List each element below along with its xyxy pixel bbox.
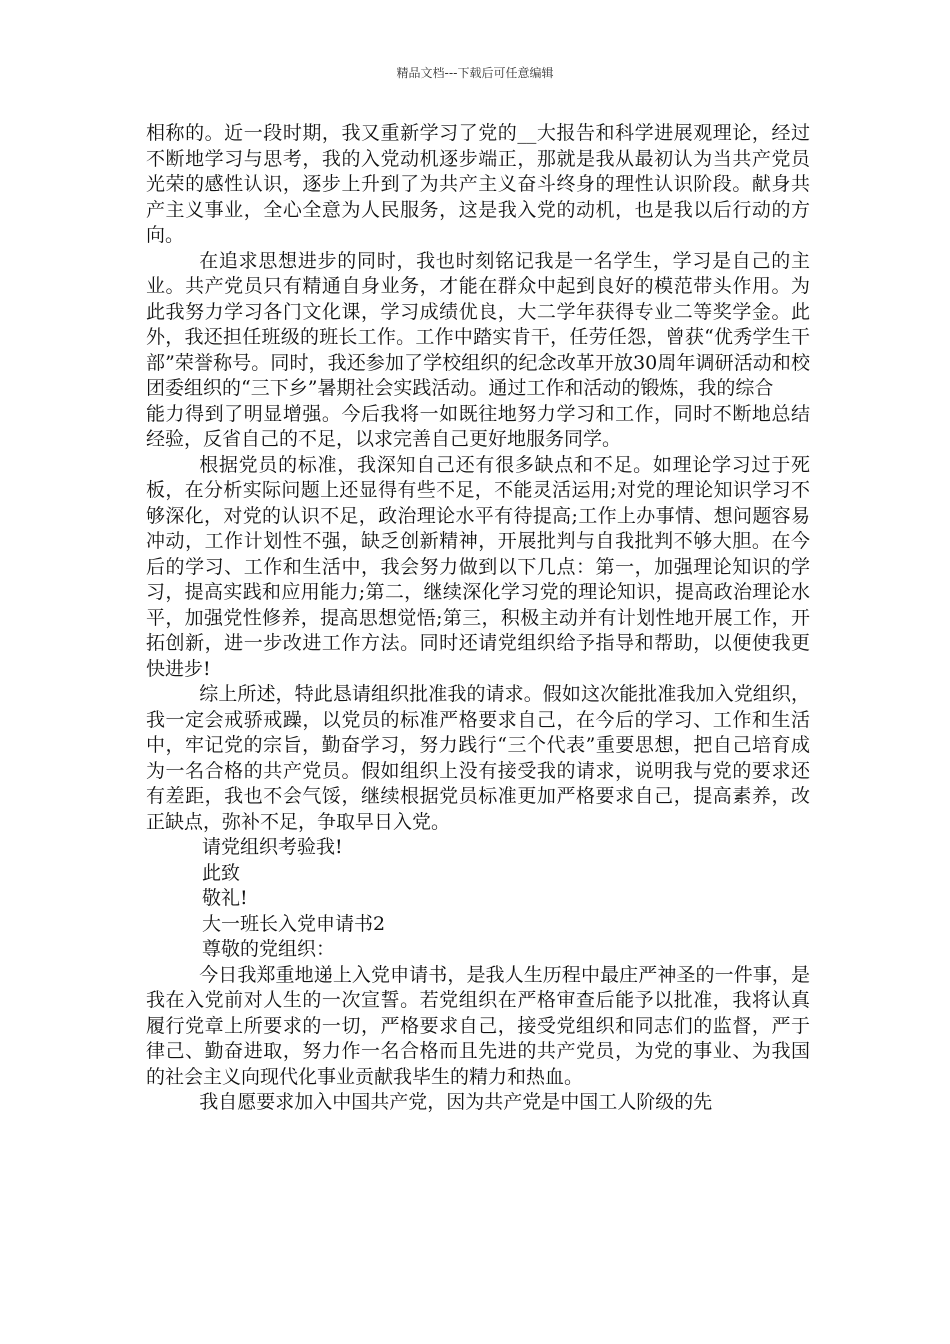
paragraph-motive: 相称的。近一段时期，我又重新学习了党的__大报告和科学进展观理论，经过不断地学习与思考，我的入党动机逐步端正，那就是我从最初认为当共产党员光荣的感性认识，逐步上升到了为共产主义奋斗终身的理性认识阶段。献身共产主义事业，全心全意为人民服务，这是我入党的动机，也是我以后行动的方向。: [146, 122, 810, 246]
section-title: 大一班长入党申请书2: [202, 912, 386, 935]
paragraph-ability: 能力得到了明显增强。今后我将一如既往地努力学习和工作，同时不断地总结经验，反省自己的不足，以求完善自己更好地服务同学。: [146, 402, 810, 450]
document-body: [146, 121, 810, 1116]
page-header: 精品文档---下载后可任意编辑: [396, 66, 554, 80]
paragraph-study: 在追求思想进步的同时，我也时刻铭记我是一名学生，学习是自己的主业。共产党员只有精通自身业务，才能在群众中起到良好的模范带头作用。为此我努力学习各门文化课，学习成绩优良，大二学年获得专业二等奖学金。此外，我还担任班级的班长工作。工作中踏实肯干，任劳任怨，曾获“优秀学生干部”荣誉称号。同时，我还参加了学校组织的纪念改革开放30周年调研活动和校团委组织的“三下乡”暑期社会实践活动。通过工作和活动的锻炼，我的综合: [146, 249, 810, 399]
paragraph-shortcomings: 根据党员的标准，我深知自己还有很多缺点和不足。如理论学习过于死板，在分析实际问题上还显得有些不足，不能灵活运用;对党的理论知识学习不够深化，对党的认识不足，政治理论水平有待提高;工作上办事情、想问题容易冲动，工作计划性不强，缺乏创新精神，开展批判与自我批判不够大胆。在今后的学习、工作和生活中，我会努力做到以下几点：第一，加强理论知识的学习，提高实践和应用能力;第二，继续深化学习党的理论知识，提高政治理论水平，加强党性修养，提高思想觉悟;第三，积极主动并有计划性地开展工作，开拓创新，进一步改进工作方法。同时还请党组织给予指导和帮助，以便使我更快进步!: [146, 453, 810, 680]
paragraph-pledge: 今日我郑重地递上入党申请书，是我人生历程中最庄严神圣的一件事，是我在入党前对人生的一次宣誓。若党组织在严格审查后能予以批准，我将认真履行党章上所要求的一切，严格要求自己，接受党组织和同志们的监督，严于律己、勤奋进取，努力作一名合格而且先进的共产党员，为党的事业、为我国的社会主义向现代化事业贡献我毕生的精力和热血。: [146, 963, 810, 1088]
line-cizhi: 此致: [202, 861, 241, 884]
salutation: 尊敬的党组织：: [202, 938, 336, 960]
paragraph-reason: 我自愿要求加入中国共产党，因为共产党是中国工人阶级的先: [199, 1091, 713, 1113]
line-jingli: 敬礼!: [202, 887, 248, 909]
paragraph-summary: 综上所述，特此恳请组织批准我的请求。假如这次能批准我加入党组织，我一定会戒骄戒躁，以党员的标准严格要求自己，在今后的学习、工作和生活中，牢记党的宗旨，勤奋学习，努力践行“三个代表”重要思想，把自己培育成为一名合格的共产党员。假如组织上没有接受我的请求，说明我与党的要求还有差距，我也不会气馁，继续根据党员标准更加严格要求自己，提高素养，改正缺点，弥补不足，争取早日入党。: [146, 683, 810, 833]
line-request-test: 请党组织考验我!: [202, 836, 343, 858]
